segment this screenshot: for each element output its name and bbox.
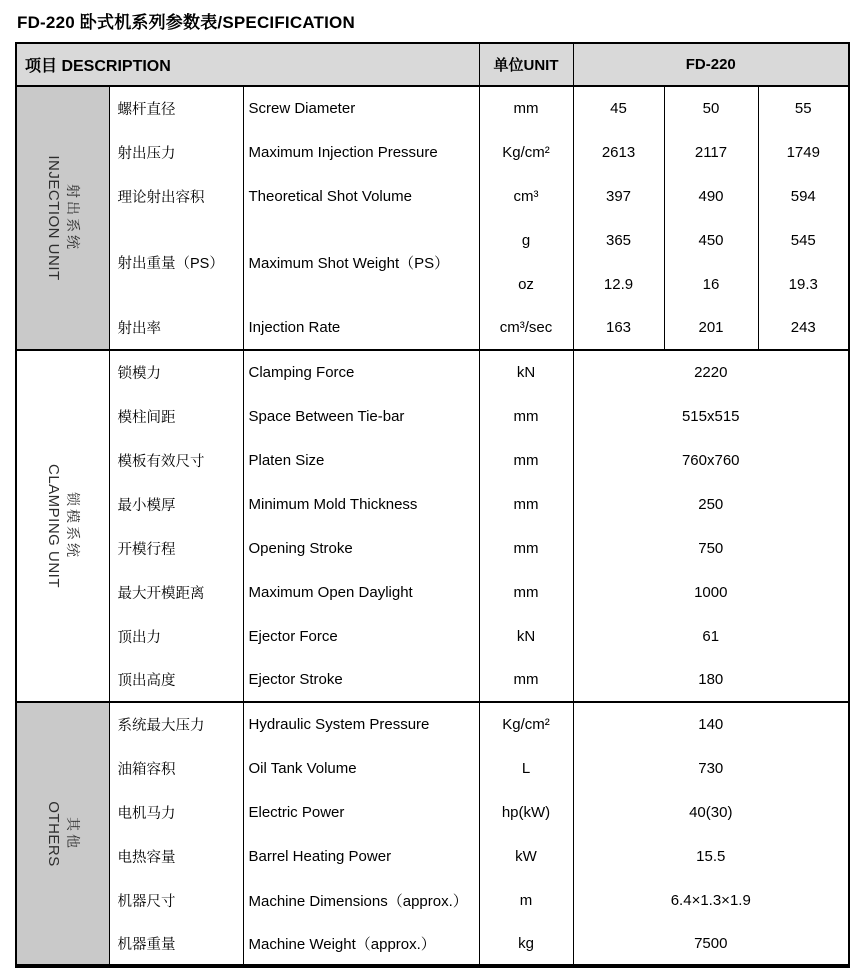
table-row — [16, 482, 849, 526]
row-label-cn: 电热容量 — [109, 834, 243, 878]
value-cell: 12.9 — [573, 262, 664, 306]
row-label-cn: 油箱容积 — [109, 746, 243, 790]
unit-cell: mm — [479, 86, 573, 130]
row-label-en: Space Between Tie-bar — [243, 394, 479, 438]
row-label-cn: 机器重量 — [109, 922, 243, 966]
table-row — [16, 174, 849, 218]
value-cell: 2117 — [664, 130, 758, 174]
header-description: 项目 DESCRIPTION — [16, 43, 479, 86]
unit-cell: mm — [479, 438, 573, 482]
table-row — [16, 922, 849, 966]
value-cell: 594 — [758, 174, 849, 218]
table-row — [16, 526, 849, 570]
header-unit: 单位UNIT — [479, 43, 573, 86]
value-cell: 1000 — [573, 570, 849, 614]
vertical-section-label — [43, 155, 83, 280]
row-label-en: Maximum Open Daylight — [243, 570, 479, 614]
value-cell: 45 — [573, 86, 664, 130]
unit-cell: cm³ — [479, 174, 573, 218]
unit-cell: mm — [479, 658, 573, 702]
unit-cell: hp(kW) — [479, 790, 573, 834]
table-row — [16, 570, 849, 614]
value-cell: 2220 — [573, 350, 849, 394]
unit-cell: kg — [479, 922, 573, 966]
section-label-injection — [16, 86, 109, 350]
row-label-cn: 开模行程 — [109, 526, 243, 570]
unit-cell: kW — [479, 834, 573, 878]
row-label-en: Machine Weight（approx.） — [243, 922, 479, 966]
value-cell: 50 — [664, 86, 758, 130]
row-label-cn: 顶出高度 — [109, 658, 243, 702]
row-label-en: Electric Power — [243, 790, 479, 834]
row-label-cn: 射出压力 — [109, 130, 243, 174]
unit-cell: m — [479, 878, 573, 922]
section-label-clamping — [16, 350, 109, 702]
row-label-cn: 机器尺寸 — [109, 878, 243, 922]
row-label-cn: 电机马力 — [109, 790, 243, 834]
row-label-cn: 锁模力 — [109, 350, 243, 394]
table-row — [16, 130, 849, 174]
vertical-section-label — [43, 801, 83, 867]
value-cell: 545 — [758, 218, 849, 262]
value-cell: 61 — [573, 614, 849, 658]
table-row — [16, 350, 849, 394]
page-title: FD-220 卧式机系列参数表/SPECIFICATION — [17, 13, 355, 32]
row-label-en: Oil Tank Volume — [243, 746, 479, 790]
value-cell: 15.5 — [573, 834, 849, 878]
value-cell: 750 — [573, 526, 849, 570]
value-cell: 243 — [758, 306, 849, 350]
row-label-en: Machine Dimensions（approx.） — [243, 878, 479, 922]
table-row — [16, 218, 849, 262]
value-cell: 19.3 — [758, 262, 849, 306]
vertical-section-label — [43, 464, 83, 588]
value-cell: 140 — [573, 702, 849, 746]
section-label-cn: 其他 — [64, 816, 81, 851]
section-label-en: INJECTION UNIT — [44, 155, 62, 281]
section-label-en: CLAMPING UNIT — [44, 463, 62, 589]
value-cell: 365 — [573, 218, 664, 262]
row-label-en: Injection Rate — [243, 306, 479, 350]
section-label-en: OTHERS — [44, 800, 62, 867]
value-cell: 450 — [664, 218, 758, 262]
table-row — [16, 878, 849, 922]
value-cell: 730 — [573, 746, 849, 790]
section-label-cn: 射出系统 — [64, 184, 81, 252]
unit-cell: Kg/cm² — [479, 702, 573, 746]
row-label-cn: 顶出力 — [109, 614, 243, 658]
specification-table — [15, 42, 850, 968]
value-cell: 6.4×1.3×1.9 — [573, 878, 849, 922]
unit-cell: mm — [479, 394, 573, 438]
table-row — [16, 394, 849, 438]
table-row — [16, 746, 849, 790]
row-label-cn: 模柱间距 — [109, 394, 243, 438]
value-cell: 163 — [573, 306, 664, 350]
row-label-en: Minimum Mold Thickness — [243, 482, 479, 526]
row-label-en: Maximum Shot Weight（PS） — [243, 218, 479, 306]
table-row — [16, 86, 849, 130]
value-cell: 515x515 — [573, 394, 849, 438]
row-label-en: Ejector Stroke — [243, 658, 479, 702]
row-label-en: Screw Diameter — [243, 86, 479, 130]
value-cell: 55 — [758, 86, 849, 130]
unit-cell: Kg/cm² — [479, 130, 573, 174]
value-cell: 40(30) — [573, 790, 849, 834]
value-cell: 201 — [664, 306, 758, 350]
table-row — [16, 306, 849, 350]
row-label-en: Clamping Force — [243, 350, 479, 394]
value-cell: 16 — [664, 262, 758, 306]
value-cell: 490 — [664, 174, 758, 218]
table-row — [16, 702, 849, 746]
unit-cell: L — [479, 746, 573, 790]
row-label-en: Theoretical Shot Volume — [243, 174, 479, 218]
value-cell: 760x760 — [573, 438, 849, 482]
unit-cell: mm — [479, 570, 573, 614]
table-row — [16, 790, 849, 834]
header-model: FD-220 — [573, 43, 849, 86]
value-cell: 1749 — [758, 130, 849, 174]
row-label-cn: 理论射出容积 — [109, 174, 243, 218]
value-cell: 180 — [573, 658, 849, 702]
unit-cell: kN — [479, 614, 573, 658]
row-label-cn: 射出率 — [109, 306, 243, 350]
row-label-cn: 最小模厚 — [109, 482, 243, 526]
row-label-cn: 模板有效尺寸 — [109, 438, 243, 482]
unit-cell: mm — [479, 482, 573, 526]
table-row — [16, 658, 849, 702]
unit-cell: oz — [479, 262, 573, 306]
row-label-en: Opening Stroke — [243, 526, 479, 570]
table-row — [16, 438, 849, 482]
unit-cell: mm — [479, 526, 573, 570]
section-label-others — [16, 702, 109, 966]
row-label-cn: 螺杆直径 — [109, 86, 243, 130]
row-label-cn: 系统最大压力 — [109, 702, 243, 746]
unit-cell: g — [479, 218, 573, 262]
row-label-en: Platen Size — [243, 438, 479, 482]
row-label-en: Hydraulic System Pressure — [243, 702, 479, 746]
value-cell: 2613 — [573, 130, 664, 174]
row-label-en: Barrel Heating Power — [243, 834, 479, 878]
section-label-cn: 锁模系统 — [64, 491, 81, 560]
table-row — [16, 614, 849, 658]
table-row — [16, 834, 849, 878]
value-cell: 397 — [573, 174, 664, 218]
value-cell: 250 — [573, 482, 849, 526]
row-label-cn: 射出重量（PS） — [109, 218, 243, 306]
header-row — [16, 43, 849, 86]
unit-cell: kN — [479, 350, 573, 394]
row-label-en: Ejector Force — [243, 614, 479, 658]
value-cell: 7500 — [573, 922, 849, 966]
row-label-en: Maximum Injection Pressure — [243, 130, 479, 174]
row-label-cn: 最大开模距离 — [109, 570, 243, 614]
unit-cell: cm³/sec — [479, 306, 573, 350]
